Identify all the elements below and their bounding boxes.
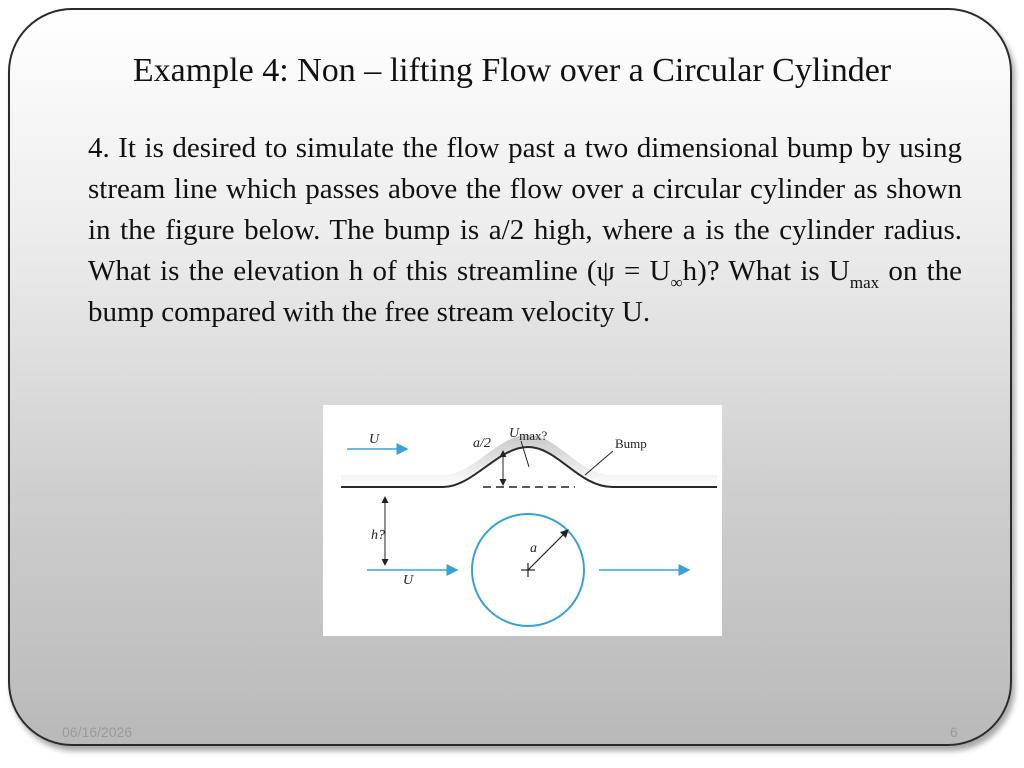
footer-page-number: 6: [950, 724, 958, 740]
subscript-infinity: ∞: [670, 273, 683, 292]
label-bump: Bump: [615, 436, 647, 451]
label-u-bottom: U: [403, 573, 414, 588]
label-umax: Umax?: [509, 426, 548, 443]
bump-leader: [585, 451, 613, 475]
label-u-top: U: [369, 432, 380, 447]
label-a: a: [530, 541, 537, 556]
footer-date: 06/16/2026: [62, 724, 133, 740]
slide-title: Example 4: Non – lifting Flow over a Circular Cylinder: [132, 52, 892, 89]
problem-statement: [88, 128, 962, 333]
label-a-half: a/2: [473, 436, 491, 451]
bump-cylinder-figure: [323, 405, 722, 636]
figure-svg: [323, 405, 722, 636]
label-h: h?: [371, 528, 385, 543]
subscript-max: max: [849, 273, 880, 292]
problem-text-part1: 4. It is desired to simulate the flow past a two dimensional bump by using stream line which passes above the flow over a circular cylinder as shown in the figure below. The bump is a/2 high, where a is the cylinder radius. What is the elevation h of this streamline (ψ = U: [88, 132, 962, 287]
problem-text-part3: on the bump compared with the free stream velocity U.: [88, 255, 963, 328]
problem-text-part2: h)? What is U: [682, 255, 850, 287]
